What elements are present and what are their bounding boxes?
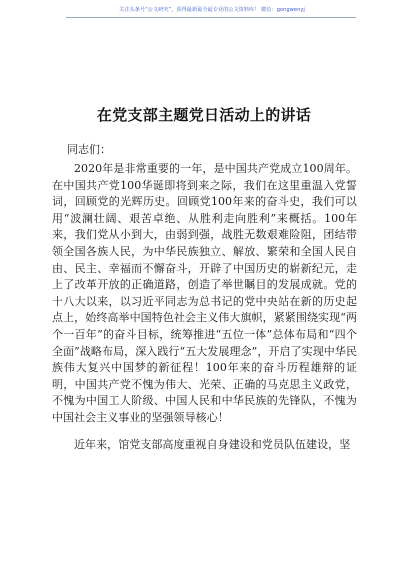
paragraph-1: 2020年是非常重要的一年，是中国共产党成立100周年。在中国共产党100华诞即将到来之际，我们在这里重温入党誓词，回顾党的光辉历史。回顾党100年来的奋斗史，我们可以用“波澜壮阔、艰苦卓绝、从胜利走向胜利”来概括。100年来，我们党从小到大，由弱到强，战胜无数艰难险阻，团结带领全国各族人民，为中华民族独立、解放、繁荣和全国人民自由、民主、幸福而不懈奋斗，开辟了中国历史的崭新纪元，走上了改革开放的正确道路，创造了举世瞩目的发展成就。党的十八大以来，以习近平同志为总书记的党中央站在新的历史起点上，始终高举中国特色社会主义伟大旗帜，紧紧围绕实现“两个一百年”的奋斗目标，统筹推进“五位一体”总体布局和“四个全面”战略布局，深入践行“五大发展理念”，开启了实现中华民族伟大复兴中国梦的新征程！100年来的奋斗历程雄辩的证明，中国共产党不愧为伟大、光荣、正确的马克思主义政党，不愧为中国工人阶级、中国人民和中华民族的先锋队，不愧为中国社会主义事业的坚强领导核心！ [52, 162, 357, 424]
document-body [52, 161, 357, 453]
salutation: 同志们： [67, 143, 111, 156]
banner-divider [66, 17, 356, 18]
promo-banner[interactable]: 关注头条号“公文研究”，获得最新最全最专业的公文资料库！ 微信：gongwenyj [119, 7, 305, 13]
paragraph-2: 近年来，馆党支部高度重视自身建设和党员队伍建设，坚 [74, 437, 351, 451]
document-title: 在党支部主题党日活动上的讲话 [96, 106, 312, 124]
